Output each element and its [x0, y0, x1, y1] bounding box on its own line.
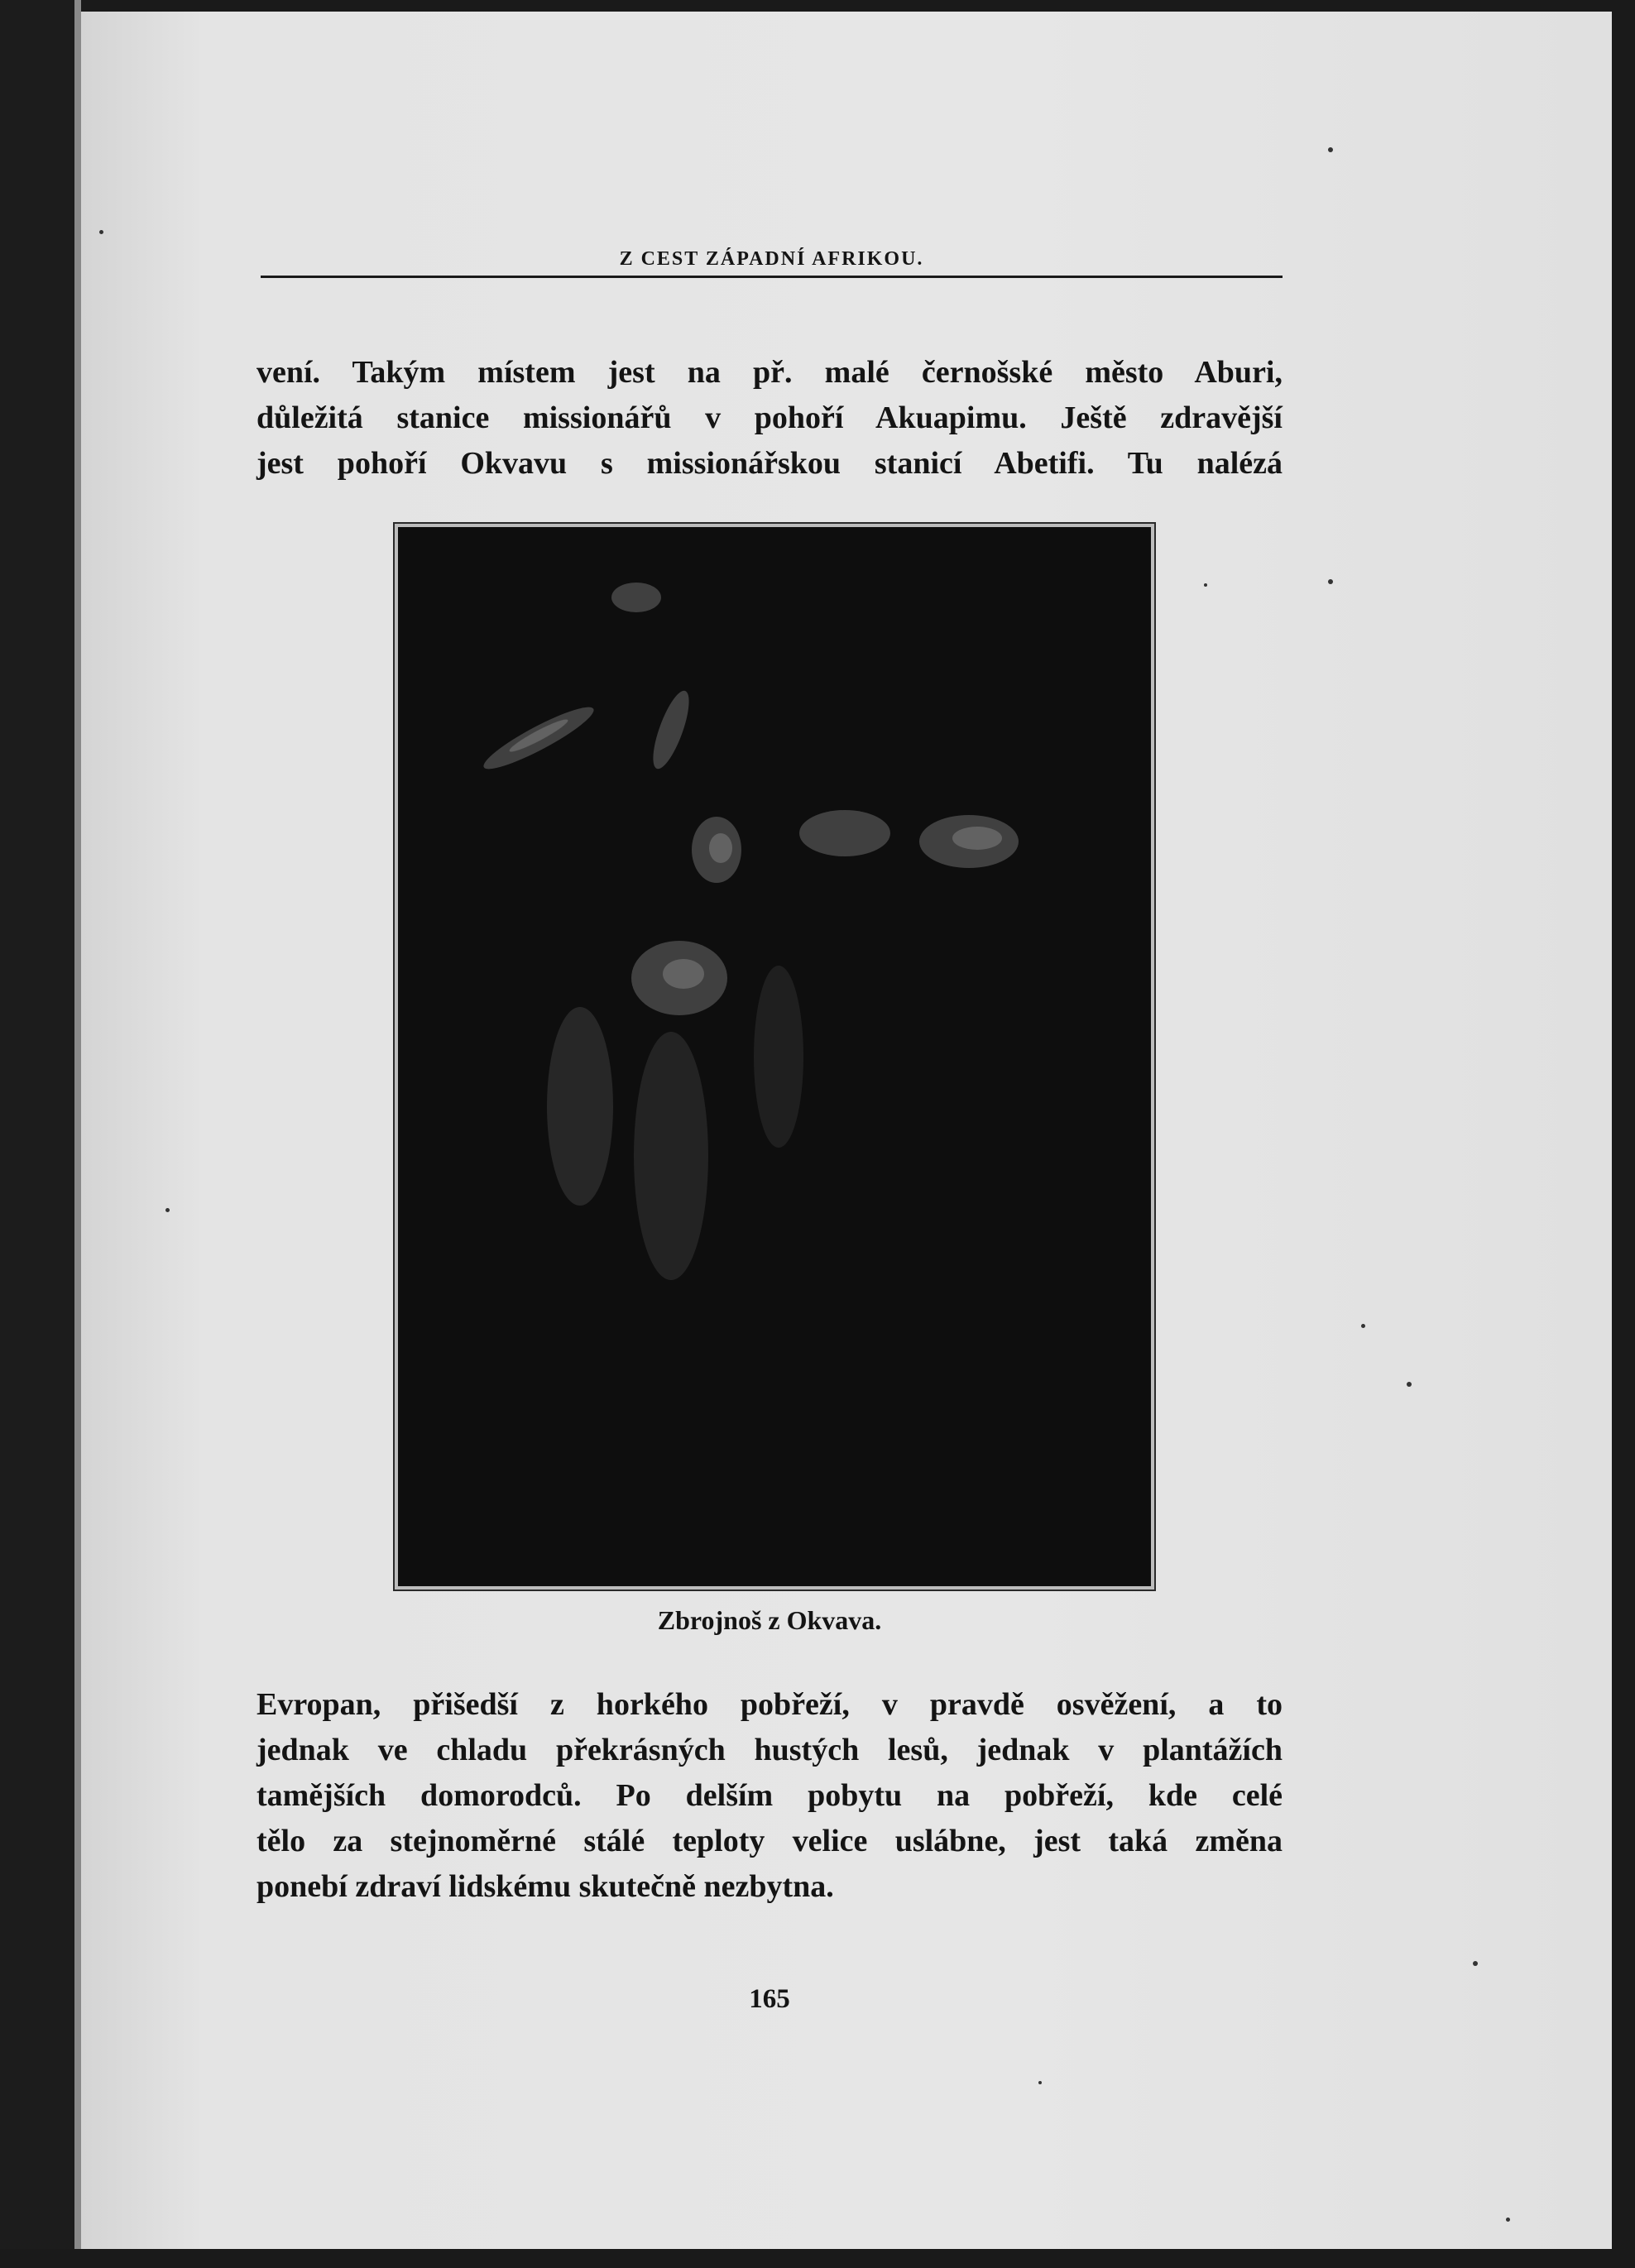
page-number: 165	[749, 1984, 790, 2014]
paragraph-1-line: jest pohoří Okvavu s missionářskou stanicí Abetifi. Tu nalézá	[257, 446, 1283, 481]
paragraph-2-line: ponebí zdraví lidskému skutečně nezbytna.	[257, 1869, 834, 1904]
scan-speck	[99, 230, 103, 234]
paragraph-2	[257, 1682, 1283, 1910]
scan-speck	[1361, 1324, 1365, 1328]
scan-speck	[1407, 1382, 1412, 1387]
scan-border-left	[0, 0, 74, 2268]
paragraph-1-line: vení. Takým místem jest na př. malé černošské město Aburi,	[257, 355, 1283, 390]
running-head: Z CEST ZÁPADNÍ AFRIKOU.	[619, 248, 924, 270]
scan-speck	[1204, 583, 1207, 587]
paragraph-1-line: důležitá stanice missionářů v pohoří Akuapimu. Ještě zdravější	[257, 400, 1283, 435]
figure-caption: Zbrojnoš z Okvava.	[657, 1605, 882, 1635]
paragraph-2-line: Evropan, přišedší z horkého pobřeží, v pravdě osvěžení, a to	[257, 1687, 1283, 1722]
paragraph-2-line: jednak ve chladu překrásných hustých lesů, jednak v plantážích	[257, 1733, 1283, 1767]
scan-speck	[1473, 1961, 1478, 1966]
scan-speck	[1328, 579, 1333, 584]
paragraph-2-line: tamějších domorodců. Po delším pobytu na pobřeží, kde celé	[257, 1778, 1283, 1813]
scan-speck	[1328, 147, 1333, 152]
scan-border-top	[0, 0, 1635, 12]
scan-gutter-shadow	[74, 0, 81, 2268]
scan-speck	[1038, 2081, 1042, 2084]
photograph-image	[398, 527, 1151, 1586]
scan-speck	[1506, 2218, 1510, 2222]
photograph	[395, 524, 1154, 1590]
scan-border-right	[1612, 0, 1635, 2268]
paragraph-2-line: tělo za stejnoměrné stálé teploty velice uslábne, jest taká změna	[257, 1824, 1283, 1858]
scan-border-bottom	[0, 2249, 1635, 2268]
running-head-rule	[261, 276, 1283, 278]
paragraph-1	[257, 350, 1283, 487]
scan-speck	[165, 1208, 170, 1212]
